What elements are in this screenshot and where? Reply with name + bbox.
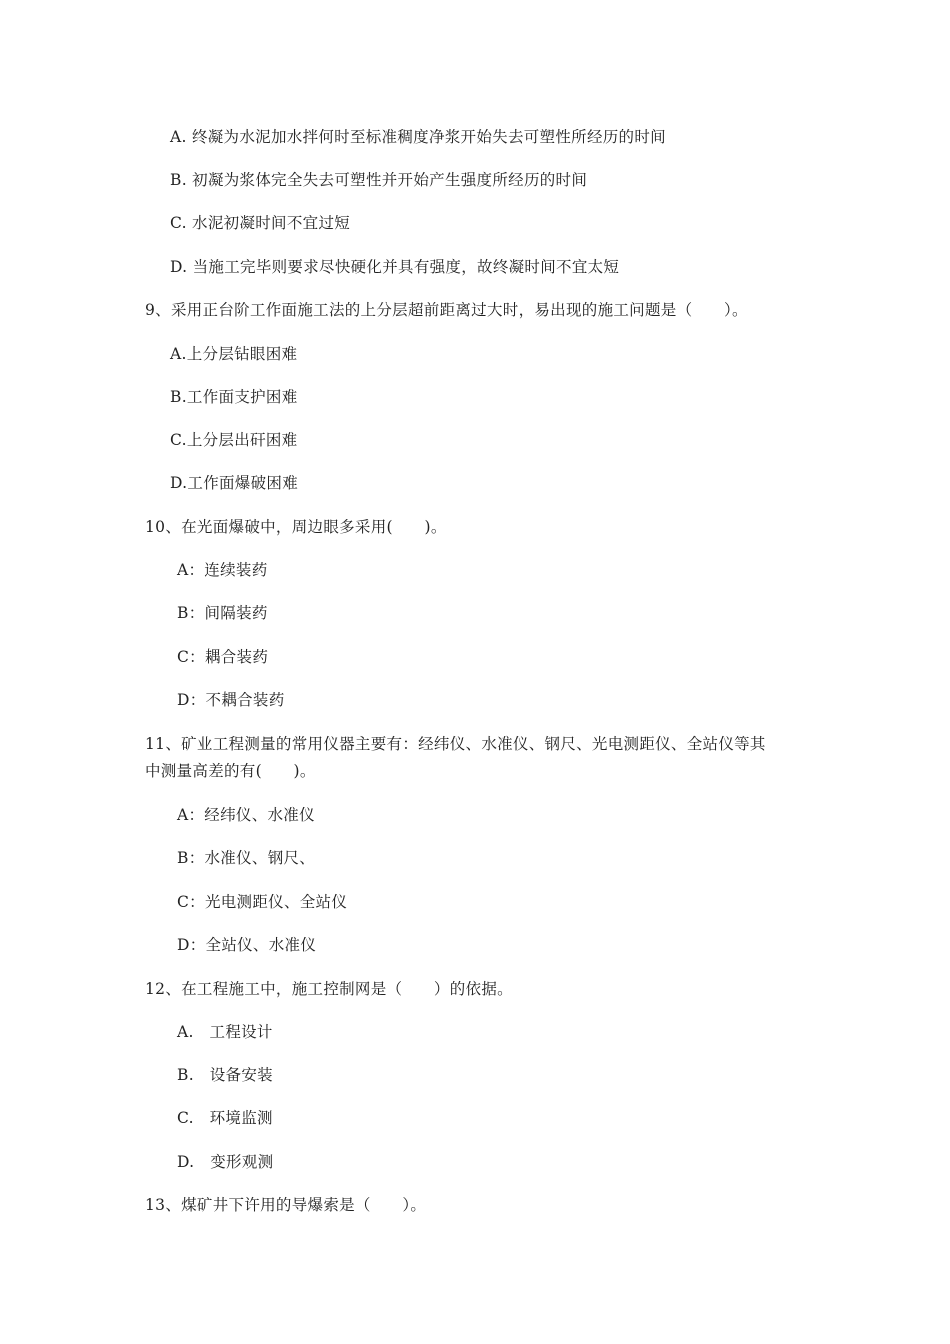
q10-option-c: C：耦合装药 [177, 648, 269, 666]
q11-option-a: A：经纬仪、水准仪 [177, 806, 315, 824]
q10-option-a: A：连续装药 [177, 561, 268, 579]
q13-stem: 13、煤矿井下许用的导爆索是（ ）。 [145, 1196, 427, 1214]
q9-stem: 9、采用正台阶工作面施工法的上分层超前距离过大时，易出现的施工问题是（ ）。 [145, 301, 748, 319]
q8-option-a: A. 终凝为水泥加水拌何时至标准稠度净浆开始失去可塑性所经历的时间 [170, 128, 666, 146]
q9-option-b: B.工作面支护困难 [170, 388, 298, 406]
q9-option-c: C.上分层出矸困难 [170, 431, 298, 449]
q11-stem-line2: 中测量高差的有( )。 [145, 762, 316, 780]
q12-stem: 12、在工程施工中，施工控制网是（ ）的依据。 [145, 980, 513, 998]
q8-option-b: B. 初凝为浆体完全失去可塑性并开始产生强度所经历的时间 [170, 171, 588, 189]
q9-option-d: D.工作面爆破困难 [170, 474, 299, 492]
q11-option-b: B：水准仪、钢尺、 [177, 849, 316, 867]
q11-option-d: D：全站仪、水准仪 [177, 936, 317, 954]
q12-option-b: B. 设备安装 [177, 1066, 273, 1084]
q8-option-d: D. 当施工完毕则要求尽快硬化并具有强度，故终凝时间不宜太短 [170, 258, 620, 276]
q11-option-c: C：光电测距仪、全站仪 [177, 893, 348, 911]
q10-stem: 10、在光面爆破中，周边眼多采用( )。 [145, 518, 447, 536]
q12-option-a: A. 工程设计 [177, 1023, 273, 1041]
q9-option-a: A.上分层钻眼困难 [170, 345, 298, 363]
q12-option-d: D. 变形观测 [177, 1153, 274, 1171]
q12-option-c: C. 环境监测 [177, 1109, 273, 1127]
q10-option-d: D：不耦合装药 [177, 691, 285, 709]
q11-stem-line1: 11、矿业工程测量的常用仪器主要有：经纬仪、水准仪、钢尺、光电测距仪、全站仪等其 [145, 735, 766, 753]
q8-option-c: C. 水泥初凝时间不宜过短 [170, 214, 351, 232]
q10-option-b: B：间隔装药 [177, 604, 268, 622]
